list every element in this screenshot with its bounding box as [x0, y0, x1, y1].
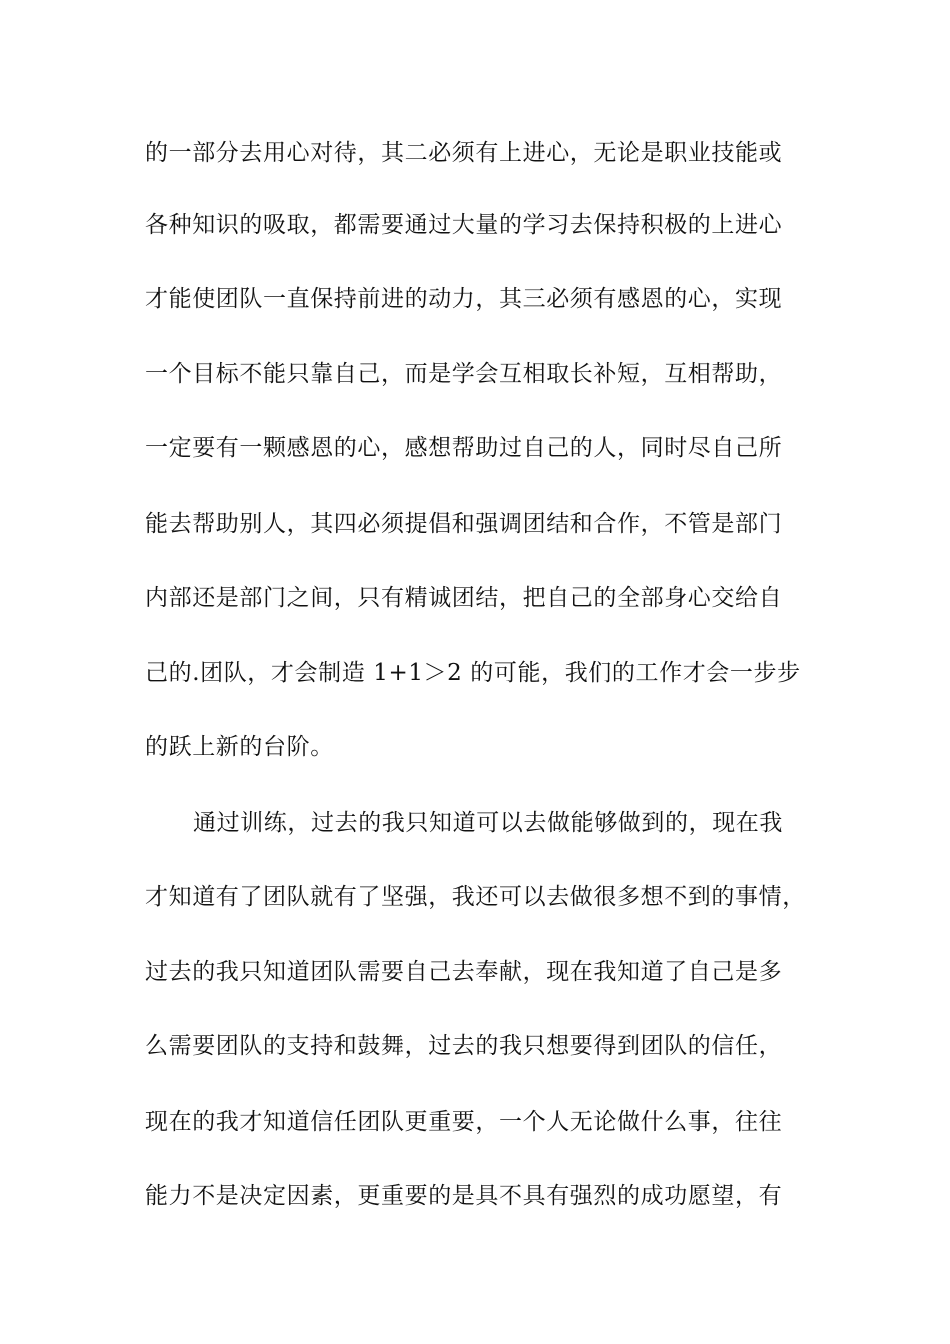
paragraph-first-line: 通过训练，过去的我只知道可以去做能够做到的，现在我 — [193, 810, 783, 836]
text-line: 才能使团队一直保持前进的动力，其三必须有感恩的心，实现 — [145, 286, 783, 312]
text-line: 能去帮助别人，其四必须提倡和强调团结和合作，不管是部门 — [145, 511, 783, 537]
text-line: 内部还是部门之间，只有精诚团结，把自己的全部身心交给自 — [145, 585, 783, 611]
text-line: 的一部分去用心对待，其二必须有上进心，无论是职业技能或 — [145, 140, 783, 166]
text-line: 现在的我才知道信任团队更重要，一个人无论做什么事，往往 — [145, 1109, 783, 1135]
text-line: 过去的我只知道团队需要自己去奉献，现在我知道了自己是多 — [145, 959, 783, 985]
text-line: 的跃上新的台阶。 — [145, 734, 334, 760]
text-line: 各种知识的吸取，都需要通过大量的学习去保持积极的上进心 — [145, 212, 783, 238]
text-line: 么需要团队的支持和鼓舞，过去的我只想要得到团队的信任， — [145, 1033, 783, 1059]
text-line: 己的.团队，才会制造 1+1＞2 的可能，我们的工作才会一步步 — [145, 660, 801, 686]
text-line: 能力不是决定因素，更重要的是具不具有强烈的成功愿望，有 — [145, 1183, 783, 1209]
text-line: 一定要有一颗感恩的心，感想帮助过自己的人，同时尽自己所 — [145, 435, 783, 461]
text-line: 才知道有了团队就有了坚强，我还可以去做很多想不到的事情， — [145, 884, 806, 910]
text-line: 一个目标不能只靠自己，而是学会互相取长补短，互相帮助， — [145, 361, 783, 387]
